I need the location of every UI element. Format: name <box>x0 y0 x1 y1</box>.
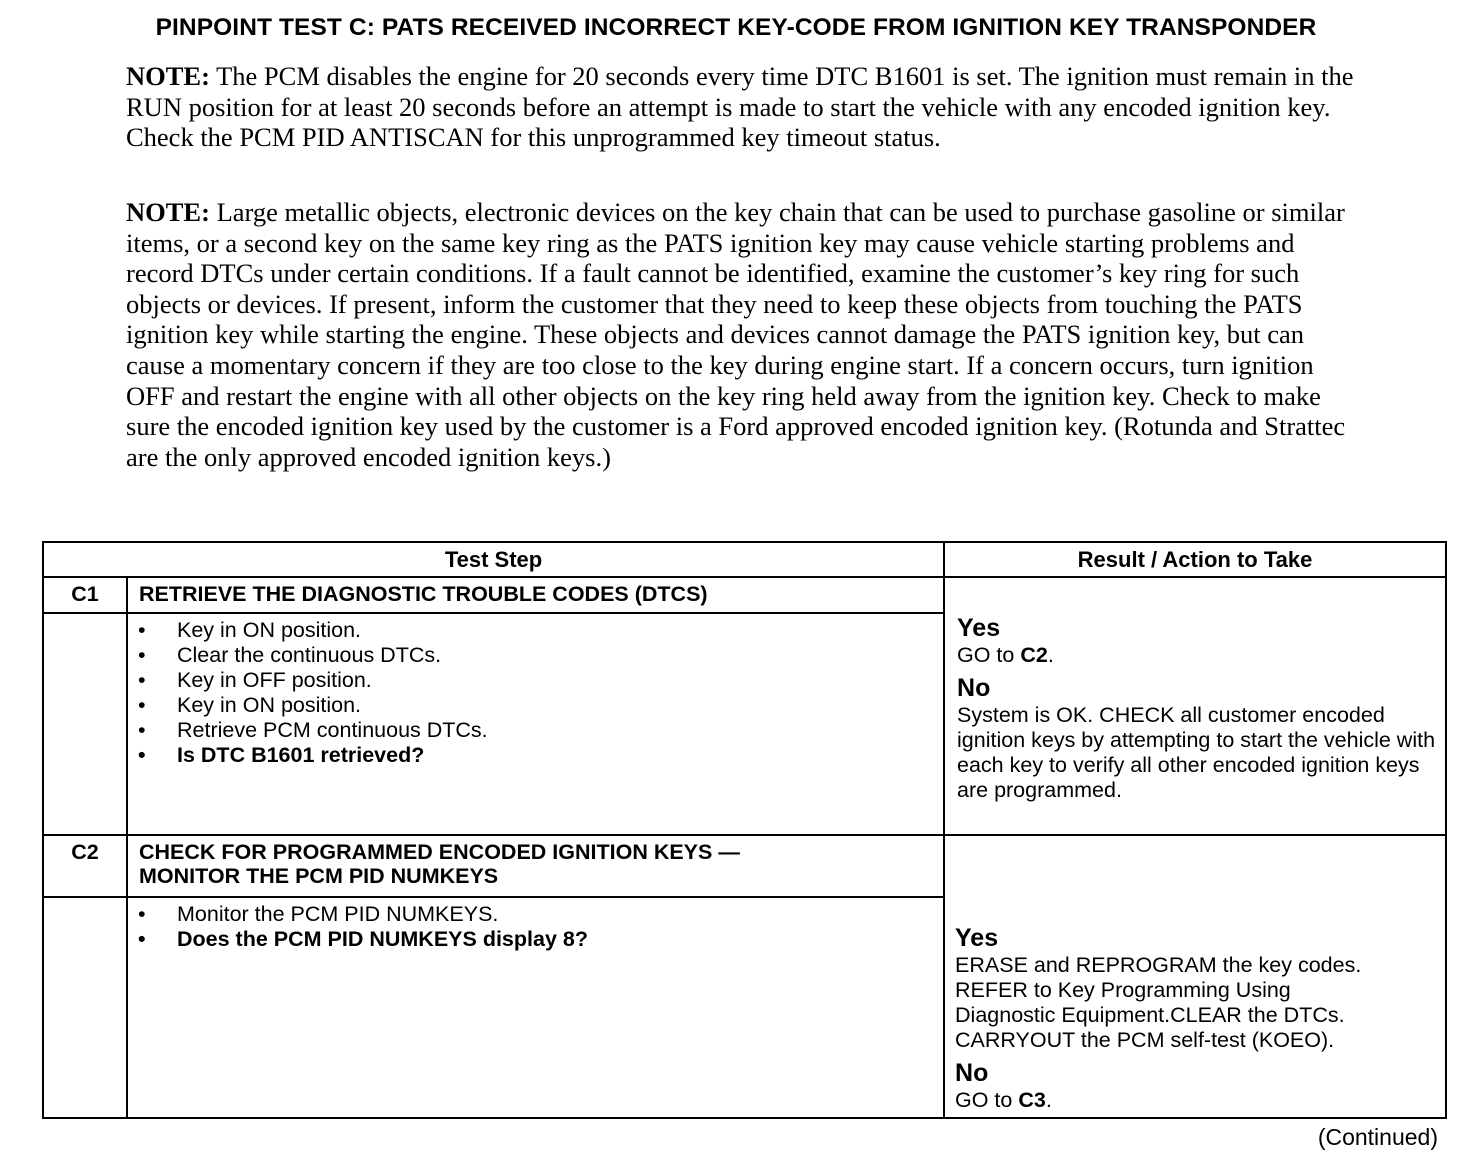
no-action: GO to C3. <box>955 1088 1052 1112</box>
continued-label: (Continued) <box>1317 1124 1438 1150</box>
step-id-blank <box>43 613 127 835</box>
goto-step-link: C3 <box>1018 1088 1046 1112</box>
pinpoint-test-table <box>42 541 1447 1119</box>
no-label: No <box>957 674 991 702</box>
yes-action: GO to C2. <box>957 643 1054 667</box>
yes-action: ERASE and REPROGRAM the key codes. REFER to Key Programming Using Diagnostic Equipment.CLEAR the DTCs. CARRYOUT the PCM self-test (KOEO). <box>955 953 1362 1052</box>
step-id: C2 <box>43 835 127 897</box>
note-pcm-disable <box>126 61 1356 153</box>
step-title: CHECK FOR PROGRAMMED ENCODED IGNITION KEYS — MONITOR THE PCM PID NUMKEYS <box>127 835 944 897</box>
yes-label: Yes <box>957 614 1001 642</box>
header-test-step: Test Step <box>43 542 944 577</box>
step-instructions <box>127 897 944 1118</box>
step-id-blank <box>43 897 127 1118</box>
step-c2-result <box>944 835 1446 1118</box>
note-metallic-objects <box>126 197 1356 472</box>
no-action: System is OK. CHECK all customer encoded ignition keys by attempting to start the vehicle with each key to verify all other encoded ignition keys are programmed. <box>957 703 1436 802</box>
goto-step-link: C2 <box>1020 643 1048 667</box>
instruction-item: • Retrieve PCM continuous DTCs. <box>138 718 943 743</box>
step-instructions <box>127 613 944 835</box>
yes-label: Yes <box>955 924 999 952</box>
step-c1-title-row <box>43 577 1446 613</box>
no-label: No <box>955 1059 989 1087</box>
note-label: NOTE: <box>126 197 210 227</box>
step-id: C1 <box>43 577 127 613</box>
note-label: NOTE: <box>126 61 210 91</box>
step-title: RETRIEVE THE DIAGNOSTIC TROUBLE CODES (DTCS) <box>127 577 944 613</box>
instruction-item: • Clear the continuous DTCs. <box>138 643 943 668</box>
table-header-row <box>43 542 1446 577</box>
step-c1-result <box>944 577 1446 835</box>
page-title: PINPOINT TEST C: PATS RECEIVED INCORRECT KEY-CODE FROM IGNITION KEY TRANSPONDER <box>155 14 1317 41</box>
step-c2-title-row <box>43 835 1446 897</box>
note-text: Large metallic objects, electronic devices on the key chain that can be used to purchase gasoline or similar items, or a second key on the same key ring as the PATS ignition key may cause vehicle starting problems and record DTCs under certain conditions. If a fault cannot be identified, examine the customer’s key ring for such objects or devices. If present, inform the customer that they need to keep these objects from touching the PATS ignition key while starting the engine. These objects and devices cannot damage the PATS ignition key, but can cause a momentary concern if they are too close to the key during engine start. If a concern occurs, turn ignition OFF and restart the engine with all other objects on the key ring held away from the ignition key. Check to make sure the encoded ignition key used by the customer is a Ford approved encoded ignition key. (Rotunda and Strattec are the only approved encoded ignition keys.) <box>126 197 1346 472</box>
instruction-item: • Key in ON position. <box>138 693 943 718</box>
instruction-item: • Monitor the PCM PID NUMKEYS. <box>138 902 943 927</box>
instruction-item: • Key in ON position. <box>138 618 943 643</box>
note-text: The PCM disables the engine for 20 seconds every time DTC B1601 is set. The ignition must remain in the RUN position for at least 20 seconds before an attempt is made to start the vehicle with any encoded ignition key. Check the PCM PID ANTISCAN for this unprogrammed key timeout status. <box>126 61 1354 153</box>
instruction-item: • Key in OFF position. <box>138 668 943 693</box>
header-result-action: Result / Action to Take <box>944 542 1446 577</box>
instruction-question: • Is DTC B1601 retrieved? <box>138 743 943 768</box>
instruction-question: • Does the PCM PID NUMKEYS display 8? <box>138 927 943 952</box>
